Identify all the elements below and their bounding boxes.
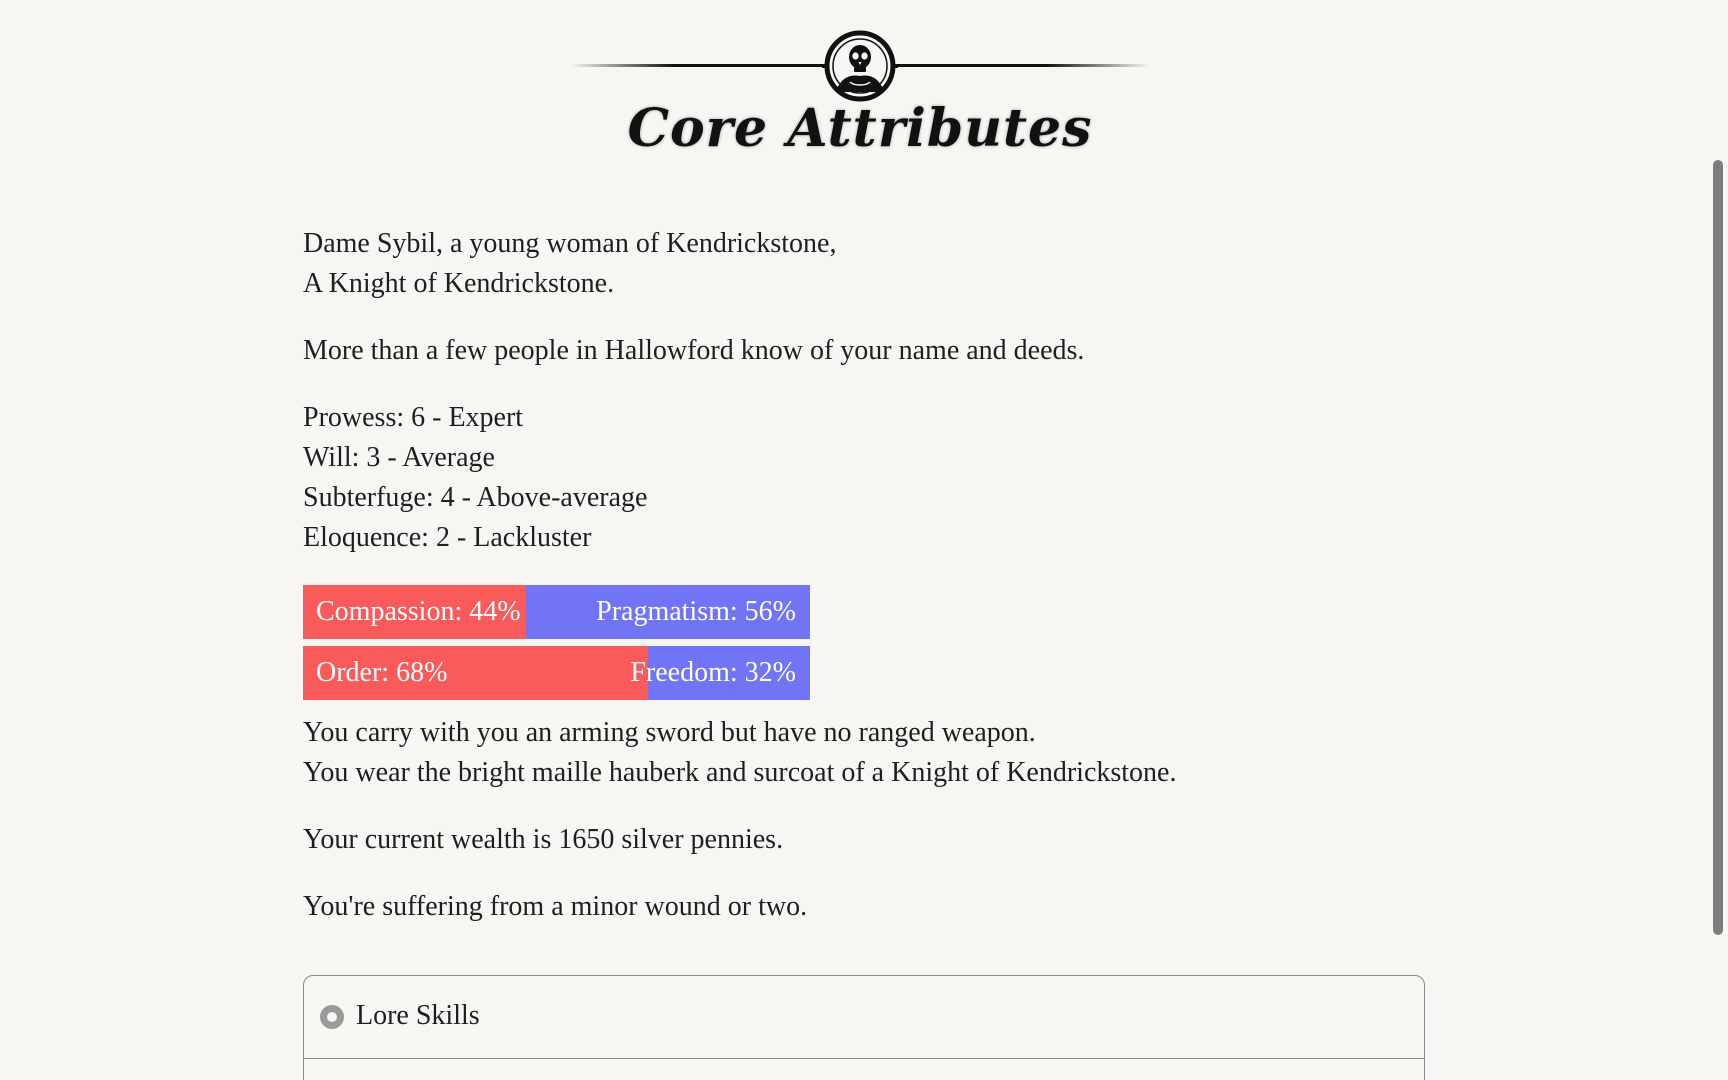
intro-line-name: Dame Sybil, a young woman of Kendrickstone, — [303, 228, 837, 259]
reputation-line: More than a few people in Hallowford know of your name and deeds. — [303, 335, 1085, 366]
header-rule-right — [890, 64, 1150, 67]
wealth-text — [303, 820, 1423, 860]
health-line: You're suffering from a minor wound or two. — [303, 891, 808, 922]
main-content — [303, 224, 1423, 954]
header-rule-left — [570, 64, 830, 67]
radio-toggle-icon[interactable] — [320, 1005, 344, 1029]
page-title: Core Attributes — [627, 98, 1093, 159]
compassion-pragmatism-bar — [303, 585, 810, 639]
attribute-will: Will: 3 - Average — [303, 442, 495, 473]
attribute-subterfuge: Subterfuge: 4 - Above-average — [303, 482, 648, 513]
attribute-eloquence: Eloquence: 2 - Lackluster — [303, 522, 592, 553]
opposed-stat-bars — [303, 585, 1423, 700]
lore-skills-panel — [303, 975, 1425, 1080]
lore-skills-toggle[interactable] — [304, 976, 1424, 1059]
pragmatism-label: Pragmatism: 56% — [596, 596, 796, 627]
attribute-list — [303, 398, 1423, 558]
scrollbar[interactable] — [1709, 0, 1728, 1080]
intro-line-title: A Knight of Kendrickstone. — [303, 268, 615, 299]
wealth-line: Your current wealth is 1650 silver pennies. — [303, 824, 784, 855]
character-intro — [303, 224, 1423, 304]
freedom-label: Freedom: 32% — [630, 657, 796, 688]
equipment-weapon-line: You carry with you an arming sword but have no ranged weapon. — [303, 717, 1036, 748]
lore-skills-title: Lore Skills — [356, 1000, 480, 1031]
equipment-text — [303, 713, 1423, 793]
order-freedom-bar — [303, 646, 810, 700]
header — [560, 20, 1160, 180]
scrollbar-thumb[interactable] — [1713, 160, 1723, 935]
reputation-text — [303, 331, 1423, 371]
health-text — [303, 887, 1423, 927]
skull-emblem-icon — [816, 26, 904, 106]
compassion-label: Compassion: 44% — [316, 596, 521, 627]
equipment-armor-line: You wear the bright maille hauberk and surcoat of a Knight of Kendrickstone. — [303, 757, 1177, 788]
attribute-prowess: Prowess: 6 - Expert — [303, 402, 524, 433]
order-label: Order: 68% — [316, 657, 448, 688]
